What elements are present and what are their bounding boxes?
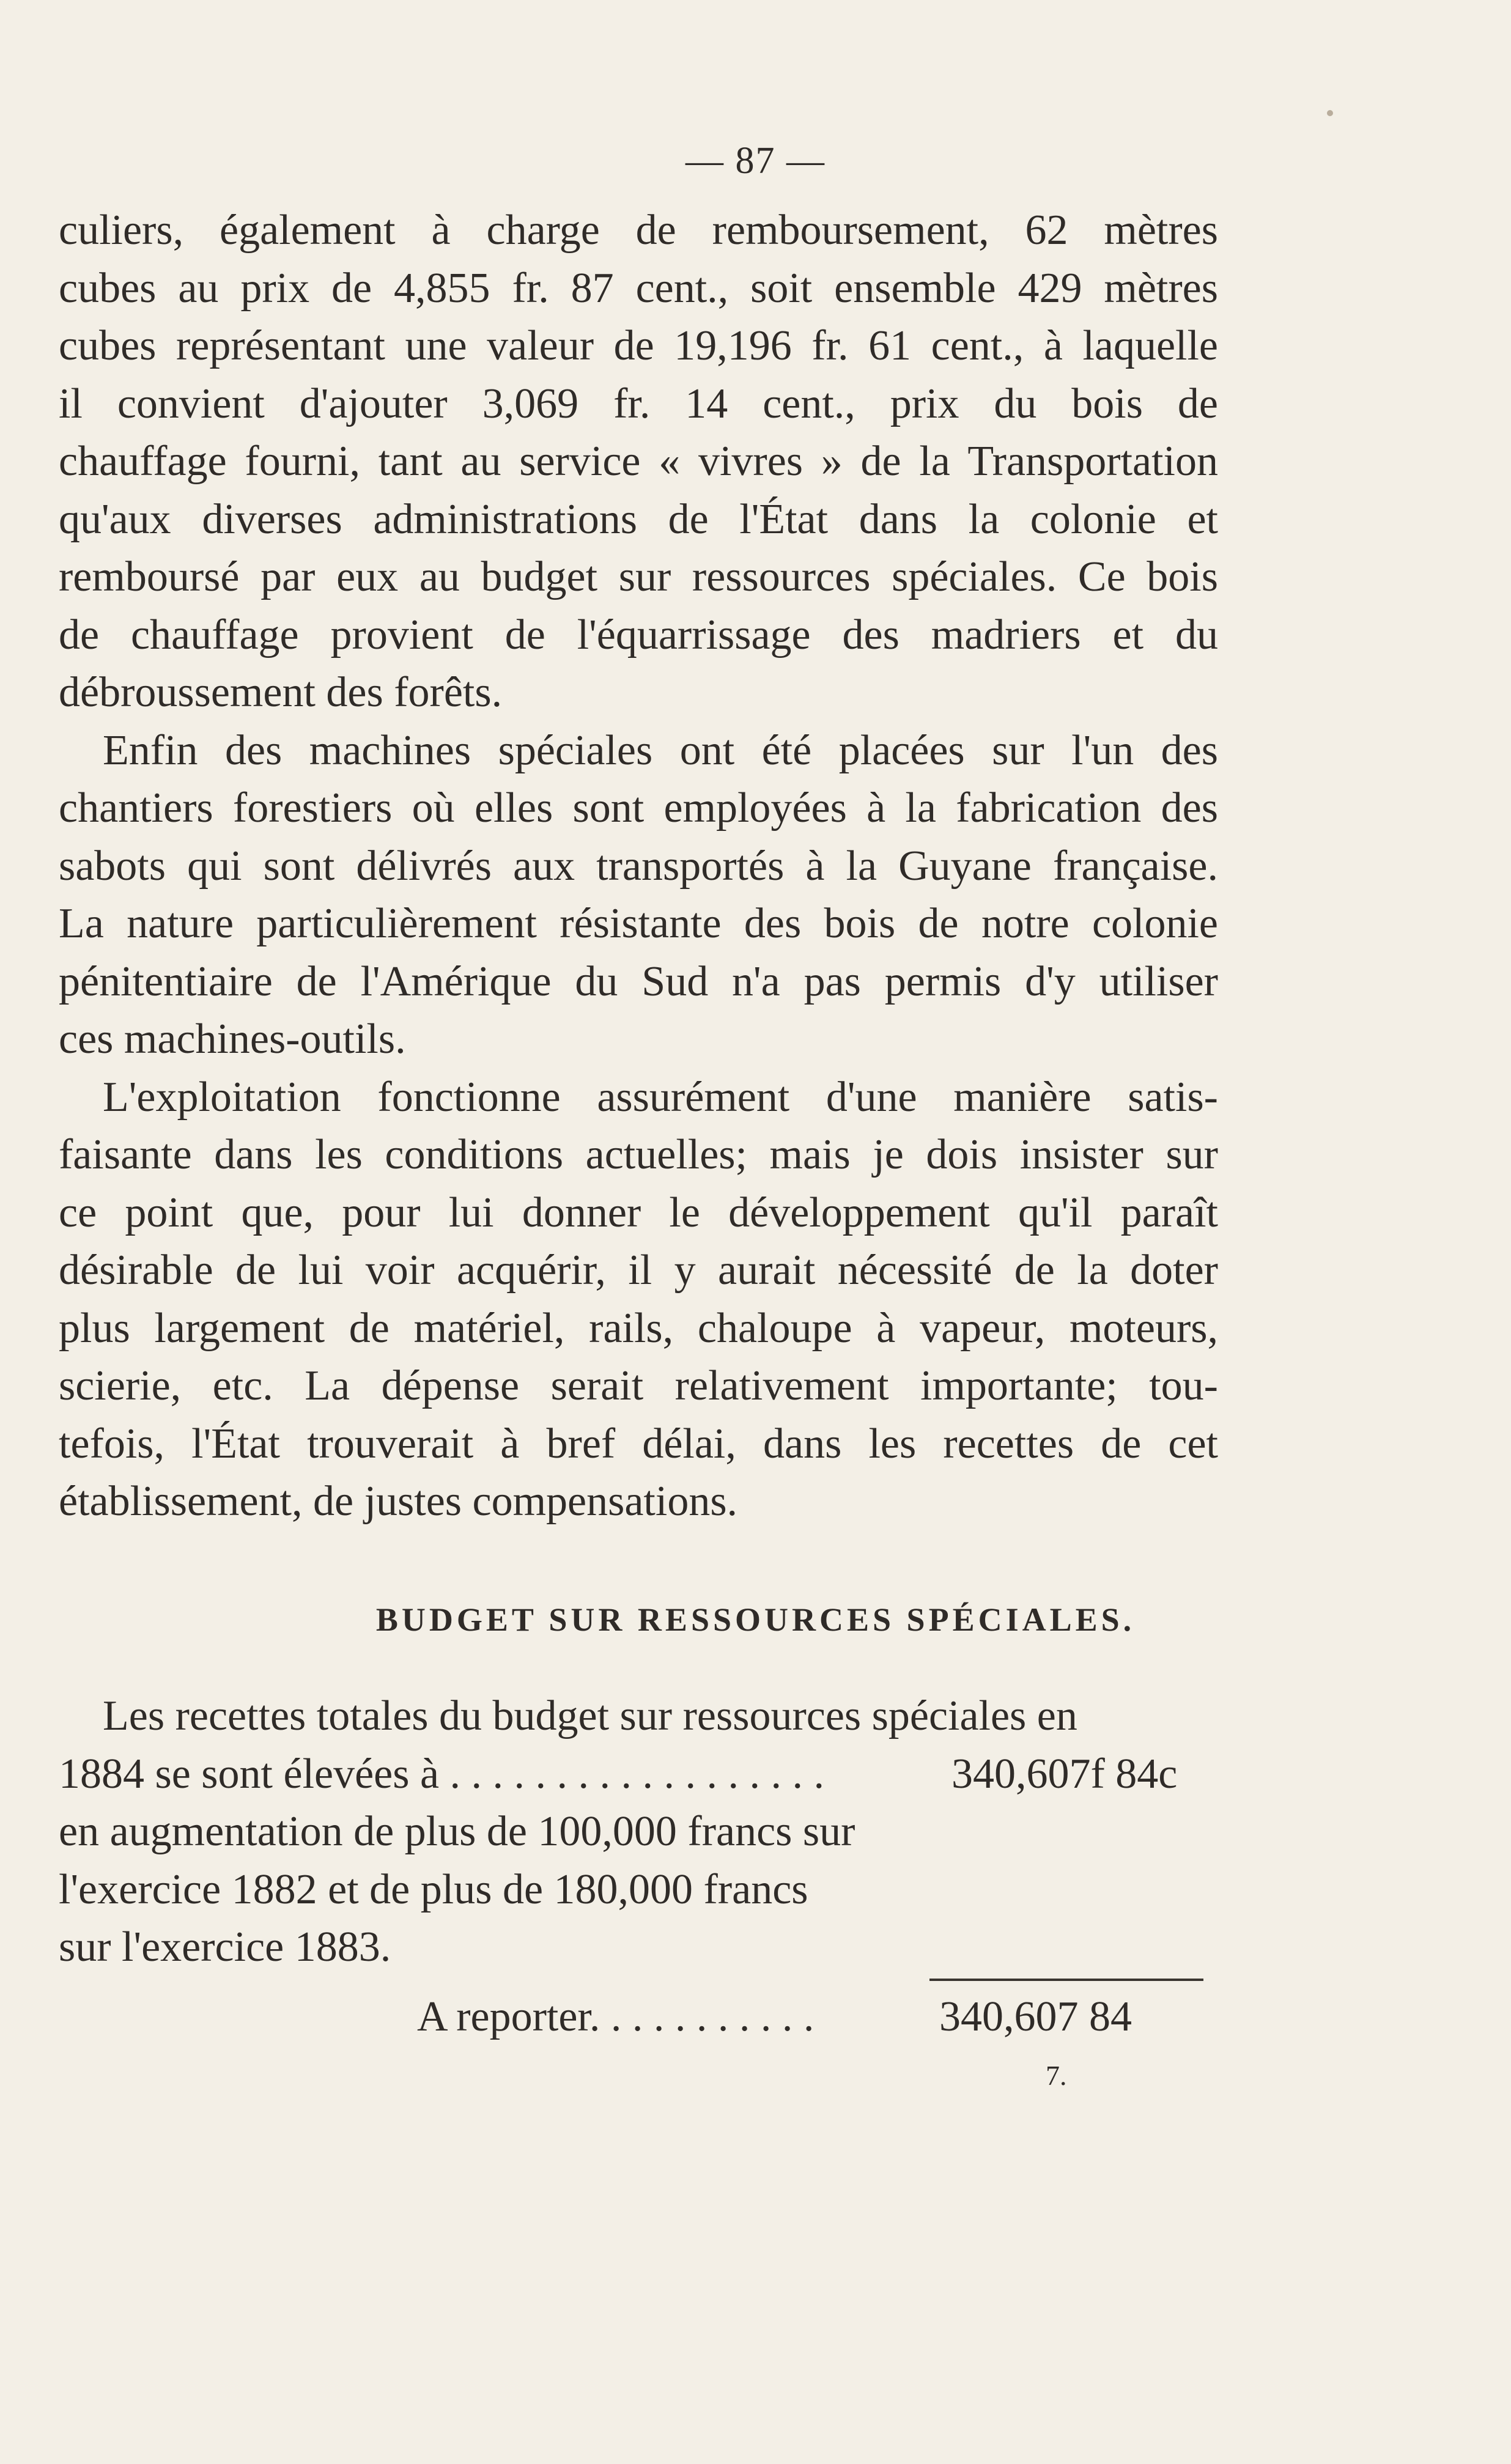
budget-line: sur l'exercice 1883. bbox=[59, 1924, 391, 1971]
text-line: pénitentiaire de l'Amérique du Sud n'a pas permis d'y utiliser bbox=[59, 957, 1218, 1005]
budget-line: en augmentation de plus de 100,000 francs sur bbox=[59, 1808, 855, 1855]
text-line: scierie, etc. La dépense serait relativement importante; tou- bbox=[59, 1362, 1218, 1409]
budget-total-row bbox=[59, 1746, 1218, 1804]
text-line: cubes représentant une valeur de 19,196 fr. 61 cent., à laquelle bbox=[59, 322, 1218, 369]
carry-forward-label: A reporter. . . . . . . . . . . bbox=[417, 1993, 815, 2040]
paragraph-1 bbox=[59, 202, 1218, 722]
budget-total-label: 1884 se sont élevées à . . . . . . . . . . . . . . . . . . bbox=[59, 1750, 825, 1798]
text-line-last: établissement, de justes compensations. bbox=[59, 1478, 738, 1525]
text-line: plus largement de matériel, rails, chaloupe à vapeur, moteurs, bbox=[59, 1304, 1218, 1352]
carry-forward-amount: 340,607 84 bbox=[939, 1993, 1132, 2040]
budget-line: l'exercice 1882 et de plus de 180,000 francs bbox=[59, 1865, 808, 1913]
ink-speck bbox=[1327, 110, 1333, 116]
text-line: chantiers forestiers où elles sont employées à la fabrication des bbox=[59, 784, 1218, 832]
text-line: cubes au prix de 4,855 fr. 87 cent., soit ensemble 429 mètres bbox=[59, 264, 1218, 312]
text-line: qu'aux diverses administrations de l'État dans la colonie et bbox=[59, 495, 1218, 543]
text-line: sabots qui sont délivrés aux transportés à la Guyane française. bbox=[59, 842, 1218, 890]
text-line: désirable de lui voir acquérir, il y aurait nécessité de la doter bbox=[59, 1247, 1218, 1294]
text-line: faisante dans les conditions actuelles; mais je dois insister sur bbox=[59, 1131, 1218, 1178]
text-line: chauffage fourni, tant au service « vivres » de la Transportation bbox=[59, 438, 1218, 485]
text-line: remboursé par eux au budget sur ressources spéciales. Ce bois bbox=[59, 553, 1218, 600]
paragraph-2 bbox=[59, 722, 1218, 1069]
text-line: culiers, également à charge de remboursement, 62 mètres bbox=[59, 207, 1218, 254]
sum-rule bbox=[929, 1979, 1203, 1981]
text-line: il convient d'ajouter 3,069 fr. 14 cent., prix du bois de bbox=[59, 380, 1218, 427]
section-heading: BUDGET SUR RESSOURCES SPÉCIALES. bbox=[375, 1601, 1136, 1638]
page-number: — 87 — bbox=[685, 140, 826, 182]
text-line: de chauffage provient de l'équarrissage des madriers et du bbox=[59, 611, 1218, 658]
text-line: tefois, l'État trouverait à bref délai, dans les recettes de cet bbox=[59, 1420, 1218, 1467]
budget-total-amount: 340,607f 84c bbox=[951, 1750, 1178, 1798]
paragraph-3 bbox=[59, 1069, 1218, 1531]
text-line: L'exploitation fonctionne assurément d'une manière satis- bbox=[103, 1073, 1218, 1121]
budget-block bbox=[59, 1688, 1218, 1977]
budget-intro: Les recettes totales du budget sur ressources spéciales en bbox=[103, 1692, 1077, 1739]
text-line: Enfin des machines spéciales ont été placées sur l'un des bbox=[103, 726, 1218, 774]
signature-mark: 7. bbox=[1046, 2060, 1067, 2091]
body-text bbox=[59, 202, 1218, 1531]
text-line: La nature particulièrement résistante des bois de notre colonie bbox=[59, 900, 1218, 947]
text-line-last: débroussement des forêts. bbox=[59, 669, 503, 716]
carry-forward-row bbox=[59, 1988, 1218, 2046]
text-line: ce point que, pour lui donner le développement qu'il paraît bbox=[59, 1189, 1218, 1236]
text-line-last: ces machines-outils. bbox=[59, 1016, 406, 1063]
